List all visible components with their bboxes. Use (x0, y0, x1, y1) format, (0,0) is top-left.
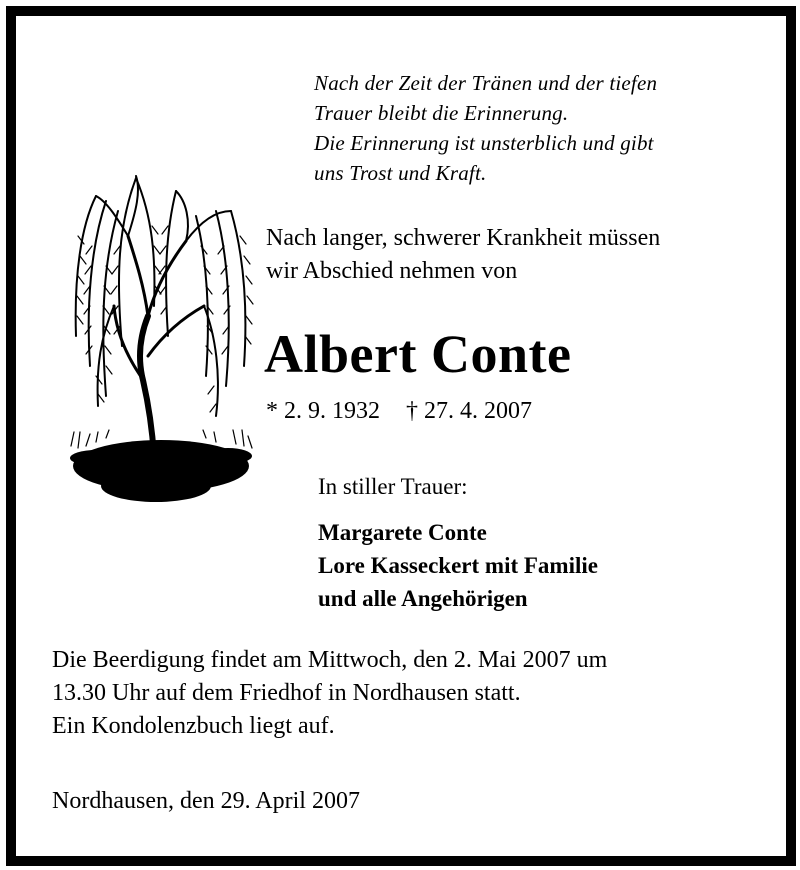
announcement-intro (266, 222, 660, 288)
life-dates (266, 396, 532, 426)
poem-line: Nach der Zeit der Tränen und der tiefen (314, 71, 658, 95)
poem-line: Die Erinnerung ist unsterblich und gibt (314, 131, 654, 155)
mourner-name: und alle Angehörigen (318, 586, 528, 611)
weeping-willow-icon (56, 166, 261, 526)
memorial-poem (314, 68, 657, 188)
mourning-label: In stiller Trauer: (318, 474, 468, 499)
death-date: † 27. 4. 2007 (406, 398, 532, 424)
poem-line: uns Trost und Kraft. (314, 161, 487, 185)
intro-line: wir Abschied nehmen von (266, 258, 518, 284)
poem-line: Trauer bleibt die Erinnerung. (314, 101, 569, 125)
place-and-date: Nordhausen, den 29. April 2007 (52, 788, 360, 814)
obituary-frame (6, 6, 796, 866)
funeral-notice (52, 644, 607, 743)
mourner-name: Margarete Conte (318, 520, 487, 545)
funeral-line: Die Beerdigung findet am Mittwoch, den 2. Mai 2007 um (52, 647, 608, 673)
mourner-list (318, 516, 598, 615)
funeral-line: Ein Kondolenzbuch liegt auf. (52, 713, 335, 739)
mourner-name: Lore Kasseckert mit Familie (318, 553, 598, 578)
funeral-line: 13.30 Uhr auf dem Friedhof in Nordhausen statt. (52, 680, 521, 706)
deceased-name: Albert Conte (264, 324, 572, 384)
birth-date: * 2. 9. 1932 (266, 398, 380, 424)
intro-line: Nach langer, schwerer Krankheit müssen (266, 225, 661, 251)
